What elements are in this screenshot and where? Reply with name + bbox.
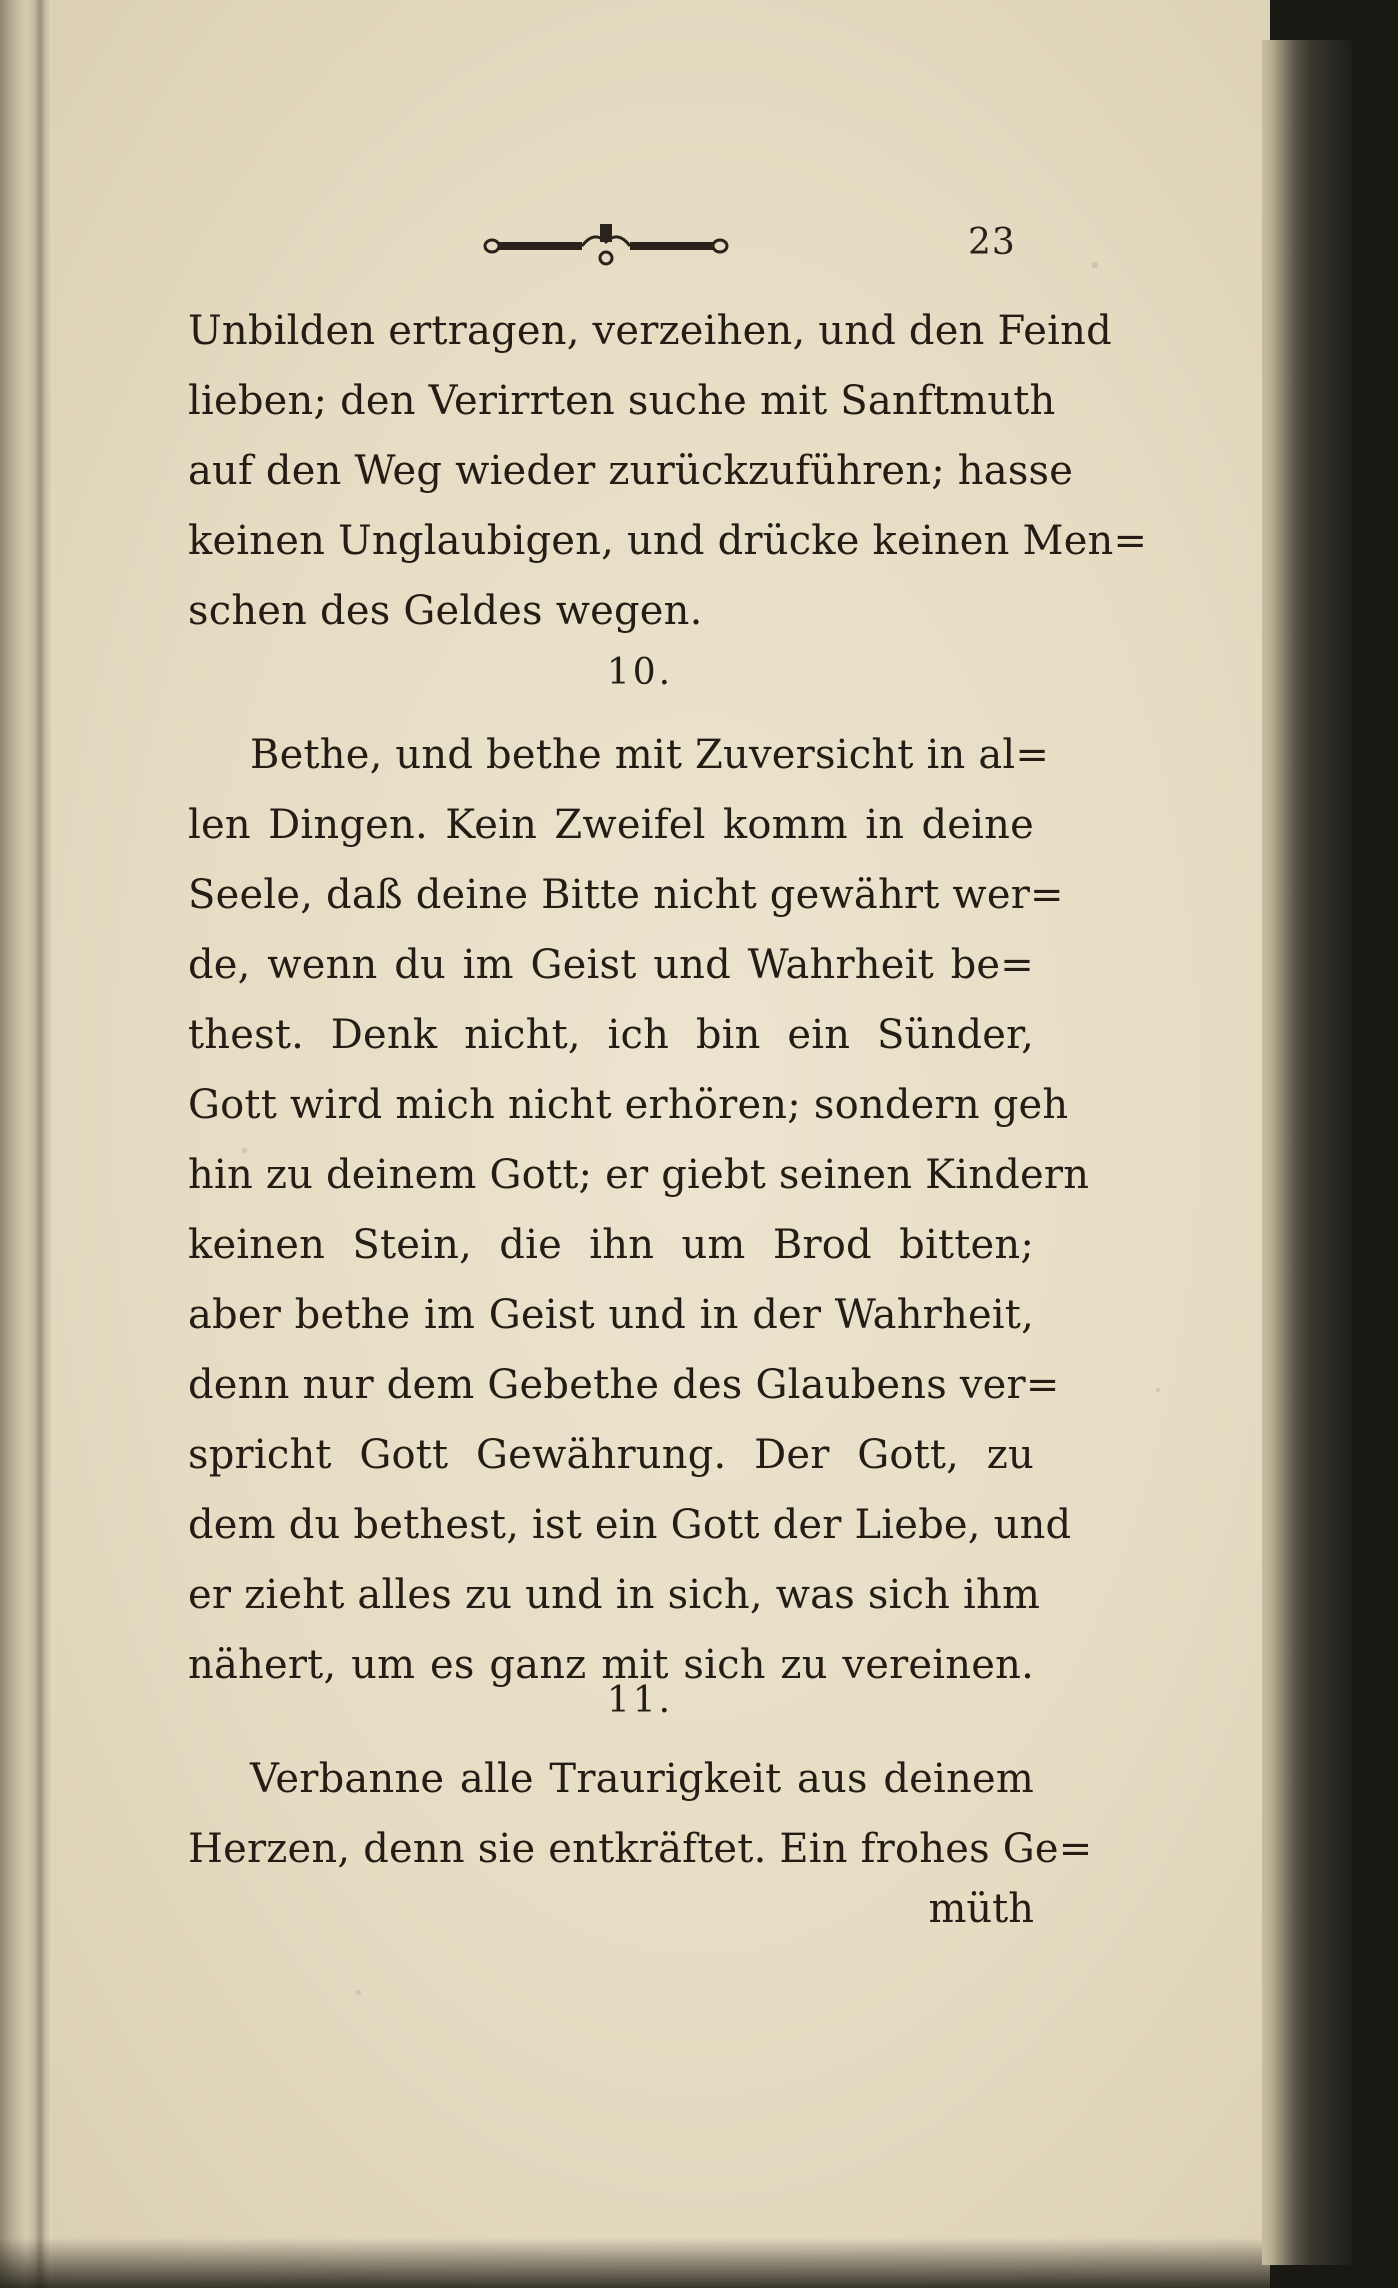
page-gutter	[0, 0, 52, 2288]
text-line: hin zu deinem Gott; er giebt seinen Kindern	[188, 1152, 1090, 1198]
foxing-speck	[1092, 262, 1098, 268]
text-line: thest. Denk nicht, ich bin ein Sünder,	[188, 1012, 1034, 1058]
foxing-speck	[1156, 1388, 1160, 1392]
text-line: de, wenn du im Geist und Wahrheit be=	[188, 942, 1034, 988]
foxing-speck	[356, 1990, 361, 1995]
paragraph-continuation	[188, 296, 1148, 646]
catchword: müth	[928, 1886, 1034, 1932]
page-number: 23	[968, 222, 1016, 263]
text-line: schen des Geldes wegen.	[188, 588, 703, 634]
book-page-edges	[1262, 40, 1352, 2265]
text-line: Gott wird mich nicht erhören; sondern geh	[188, 1082, 1069, 1128]
paragraph-section-11	[188, 1744, 1093, 1884]
text-line: len Dingen. Kein Zweifel komm in deine	[188, 802, 1034, 848]
text-line: Bethe, und bethe mit Zuversicht in al=	[250, 732, 1050, 778]
text-line: Unbilden ertragen, verzeihen, und den Feind	[188, 308, 1112, 354]
text-line: spricht Gott Gewährung. Der Gott, zu	[188, 1432, 1034, 1478]
text-line: keinen Stein, die ihn um Brod bitten;	[188, 1222, 1034, 1268]
text-line: Seele, daß deine Bitte nicht gewährt wer=	[188, 872, 1064, 918]
section-number-10: 10.	[606, 652, 674, 693]
text-line: Herzen, denn sie entkräftet. Ein frohes Ge=	[188, 1826, 1093, 1872]
text-line: dem du bethest, ist ein Gott der Liebe, und	[188, 1502, 1072, 1548]
text-line: aber bethe im Geist und in der Wahrheit,	[188, 1292, 1034, 1338]
text-line: auf den Weg wieder zurückzuführen; hasse	[188, 448, 1074, 494]
text-line: lieben; den Verirrten suche mit Sanftmuth	[188, 378, 1056, 424]
printers-ornament-icon	[482, 222, 730, 266]
text-line: keinen Unglaubigen, und drücke keinen Men=	[188, 518, 1148, 564]
section-number-11: 11.	[606, 1680, 674, 1721]
paragraph-section-10	[188, 720, 1090, 1700]
text-line: Verbanne alle Traurigkeit aus deinem	[250, 1756, 1034, 1802]
text-line: denn nur dem Gebethe des Glaubens ver=	[188, 1362, 1060, 1408]
page-shadow	[0, 2238, 1270, 2288]
text-line: nähert, um es ganz mit sich zu vereinen.	[188, 1642, 1034, 1688]
text-line: er zieht alles zu und in sich, was sich ihm	[188, 1572, 1041, 1618]
